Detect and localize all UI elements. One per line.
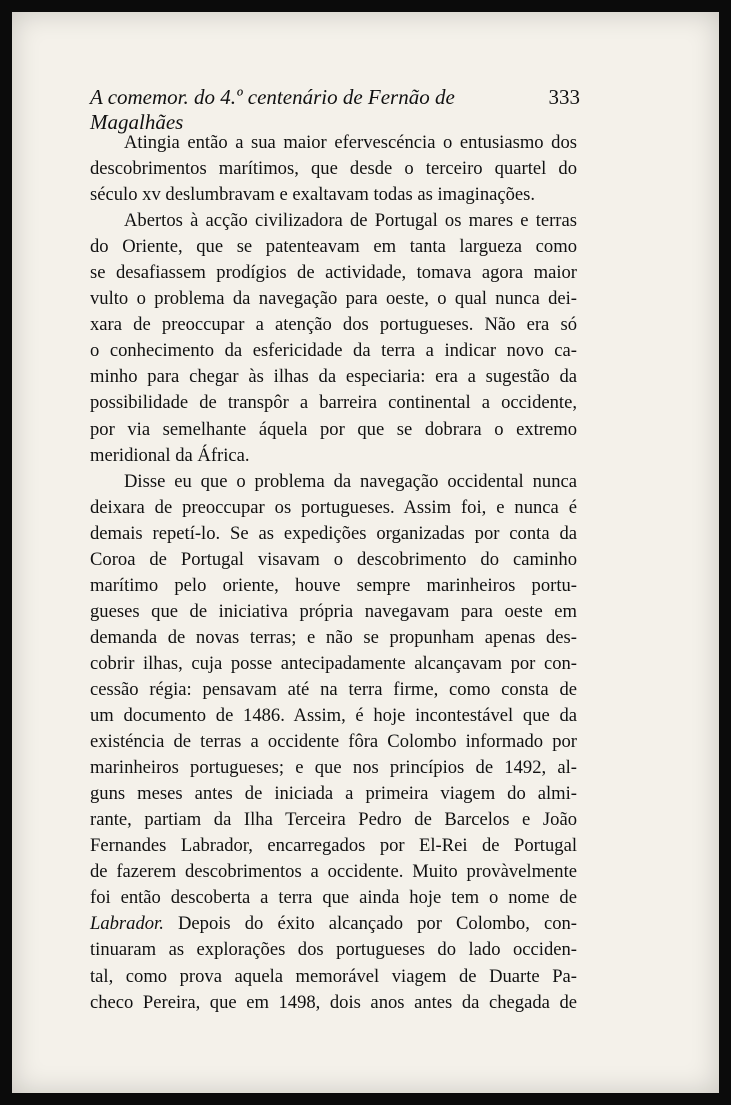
- text-line: minho para chegar às ilhas da especiaria: era a sugestão da: [90, 366, 577, 388]
- text-line: gueses que de iniciativa própria navegavam para oeste em: [90, 600, 577, 622]
- text-line: tal, como prova aquela memorável viagem de Duarte Pa-: [90, 965, 577, 987]
- book-page: [12, 12, 719, 1093]
- text-line: Atingia então a sua maior efervescéncia o entusiasmo dos: [124, 132, 577, 153]
- text-line: cessão régia: pensavam até na terra firme, como consta de: [90, 678, 577, 700]
- text-line: por via semelhante áquela por que se dobrara o extremo: [90, 418, 577, 440]
- text-line: checo Pereira, que em 1498, dois anos antes da chegada de: [90, 991, 577, 1013]
- text-line: demanda de novas terras; e não se propunham apenas des-: [90, 626, 577, 648]
- text-line: deixara de preoccupar os portugueses. Assim foi, e nunca é: [90, 496, 577, 518]
- text-line: o conhecimento da esfericidade da terra a indicar novo ca-: [90, 340, 577, 362]
- text-line: tinuaram as explorações dos portugueses do lado occiden-: [90, 939, 577, 961]
- text-line: do Oriente, que se patenteavam em tanta largueza como: [90, 236, 577, 258]
- running-header: [90, 85, 580, 135]
- text-line: Fernandes Labrador, encarregados por El-Rei de Portugal: [90, 835, 577, 857]
- text-line: existéncia de terras a occidente fôra Colombo informado por: [90, 731, 577, 753]
- text-line: guns meses antes de iniciada a primeira viagem do almi-: [90, 783, 577, 805]
- text-line: Coroa de Portugal visavam o descobrimento do caminho: [90, 548, 577, 570]
- text-line: descobrimentos marítimos, que desde o terceiro quartel do: [90, 158, 577, 180]
- text-line: foi então descoberta a terra que ainda hoje tem o nome de: [90, 887, 577, 909]
- text-line: século xv deslumbravam e exaltavam todas as imaginações.: [90, 184, 536, 206]
- text-line: rante, partiam da Ilha Terceira Pedro de Barcelos e João: [90, 809, 577, 831]
- text-line: se desafiassem prodígios de actividade, tomava agora maior: [90, 262, 577, 284]
- text-line: xara de preoccupar a atenção dos portugueses. Não era só: [90, 314, 577, 336]
- text-line: marítimo pelo oriente, houve sempre marinheiros portu-: [90, 574, 577, 596]
- text-line: possibilidade de transpôr a barreira continental a occidente,: [90, 392, 577, 414]
- text-line: um documento de 1486. Assim, é hoje incontestável que da: [90, 705, 577, 727]
- text-line: de fazerem descobrimentos a occidente. Muito provàvelmente: [90, 861, 577, 883]
- text-line: marinheiros portugueses; e que nos princípios de 1492, al-: [90, 757, 577, 779]
- text-line: Labrador. Depois do éxito alcançado por Colombo, con-: [90, 913, 577, 935]
- text-line: vulto o problema da navegação para oeste, o qual nunca dei-: [90, 288, 577, 310]
- text-line: demais repetí-lo. Se as expedições organizadas por conta da: [90, 522, 577, 544]
- page-number: 333: [548, 85, 580, 109]
- running-title: A comemor. do 4.º centenário de Fernão de Magalhães: [90, 85, 455, 134]
- body-text: [90, 130, 577, 1016]
- text-line: cobrir ilhas, cuja posse antecipadamente alcançavam por con-: [90, 652, 577, 674]
- text-line: meridional da África.: [90, 444, 250, 466]
- text-line: Disse eu que o problema da navegação occidental nunca: [124, 470, 577, 492]
- text-line: Abertos à acção civilizadora de Portugal os mares e terras: [124, 210, 577, 232]
